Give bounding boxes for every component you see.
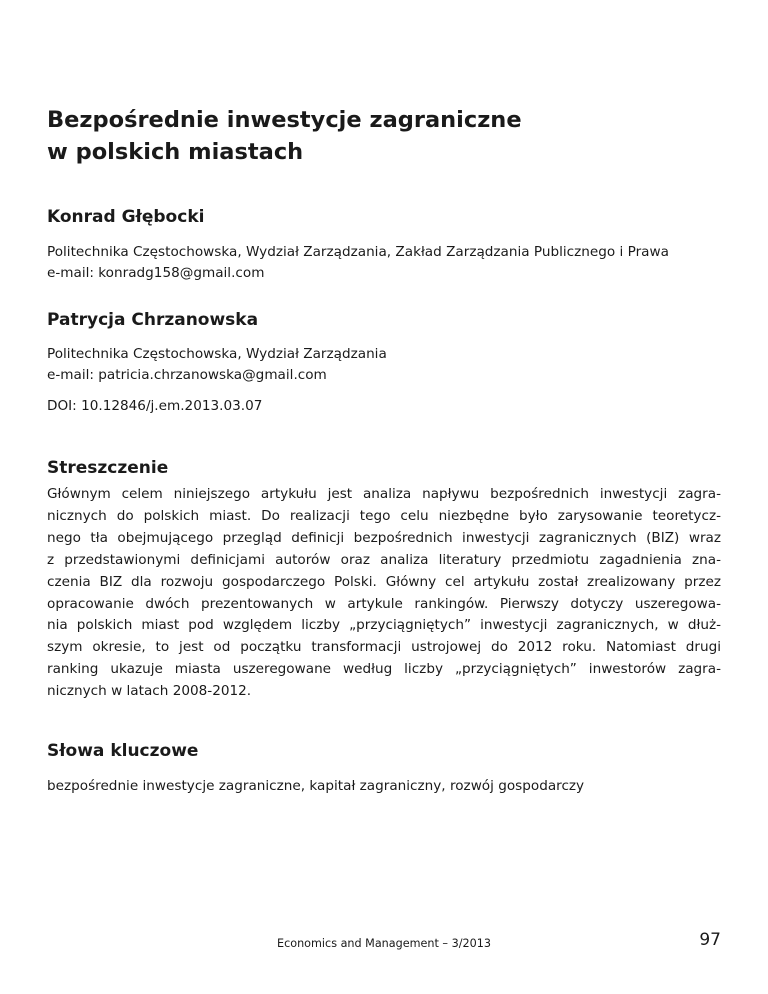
- abstract-line: czenia BIZ dla rozwoju gospodarczego Polski. Główny cel artykułu został zrealizowany przez: [47, 573, 721, 590]
- keywords-text: bezpośrednie inwestycje zagraniczne, kapitał zagraniczny, rozwój gospodarczy: [47, 778, 585, 794]
- article-title-line-1: Bezpośrednie inwestycje zagraniczne: [47, 107, 522, 133]
- abstract-line: nicznych do polskich miast. Do realizacji tego celu niezbędne było zarysowanie teoretycz-: [47, 507, 721, 524]
- author-name-1: Konrad Głębocki: [47, 207, 205, 227]
- affiliation-text: Politechnika Częstochowska, Wydział Zarządzania: [47, 346, 387, 362]
- author-email: e-mail: patricia.chrzanowska@gmail.com: [47, 367, 327, 383]
- abstract-line: z przedstawionymi definicjami autorów oraz analiza literatury przedmiotu zagadnienia zna-: [47, 551, 721, 568]
- abstract-line: nicznych w latach 2008-2012.: [47, 683, 252, 700]
- doi: DOI: 10.12846/j.em.2013.03.07: [47, 398, 263, 414]
- article-title-line-2: w polskich miastach: [47, 139, 304, 165]
- author-email: e-mail: konradg158@gmail.com: [47, 265, 265, 281]
- author-name-2: Patrycja Chrzanowska: [47, 310, 259, 330]
- footer-journal: Economics and Management – 3/2013: [277, 937, 491, 950]
- abstract-line: ranking ukazuje miasta uszeregowane według liczby „przyciągniętych” inwestorów zagra-: [47, 661, 721, 678]
- abstract-line: szym okresie, to jest od początku transformacji ustrojowej do 2012 roku. Natomiast drugi: [47, 639, 721, 656]
- article-title: [47, 104, 687, 168]
- author-affiliation-2: [47, 344, 737, 386]
- author-affiliation-1: [47, 242, 737, 284]
- abstract-line: opracowanie dwóch prezentowanych w artykule rankingów. Pierwszy dotyczy uszeregowa-: [47, 595, 721, 612]
- abstract-line: nia polskich miast pod względem liczby „przyciągniętych” inwestycji zagranicznych, w dłuż-: [47, 617, 721, 634]
- keywords-heading: Słowa kluczowe: [47, 741, 199, 761]
- abstract-line: nego tła obejmującego przegląd definicji bezpośrednich inwestycji zagranicznych (BIZ) wraz: [47, 529, 721, 546]
- page-number: 97: [699, 930, 721, 950]
- abstract-body: [47, 484, 721, 703]
- abstract-line: Głównym celem niniejszego artykułu jest analiza napływu bezpośrednich inwestycji zagra-: [47, 486, 721, 502]
- affiliation-text: Politechnika Częstochowska, Wydział Zarządzania, Zakład Zarządzania Publicznego i Prawa: [47, 244, 669, 260]
- abstract-heading: Streszczenie: [47, 458, 169, 478]
